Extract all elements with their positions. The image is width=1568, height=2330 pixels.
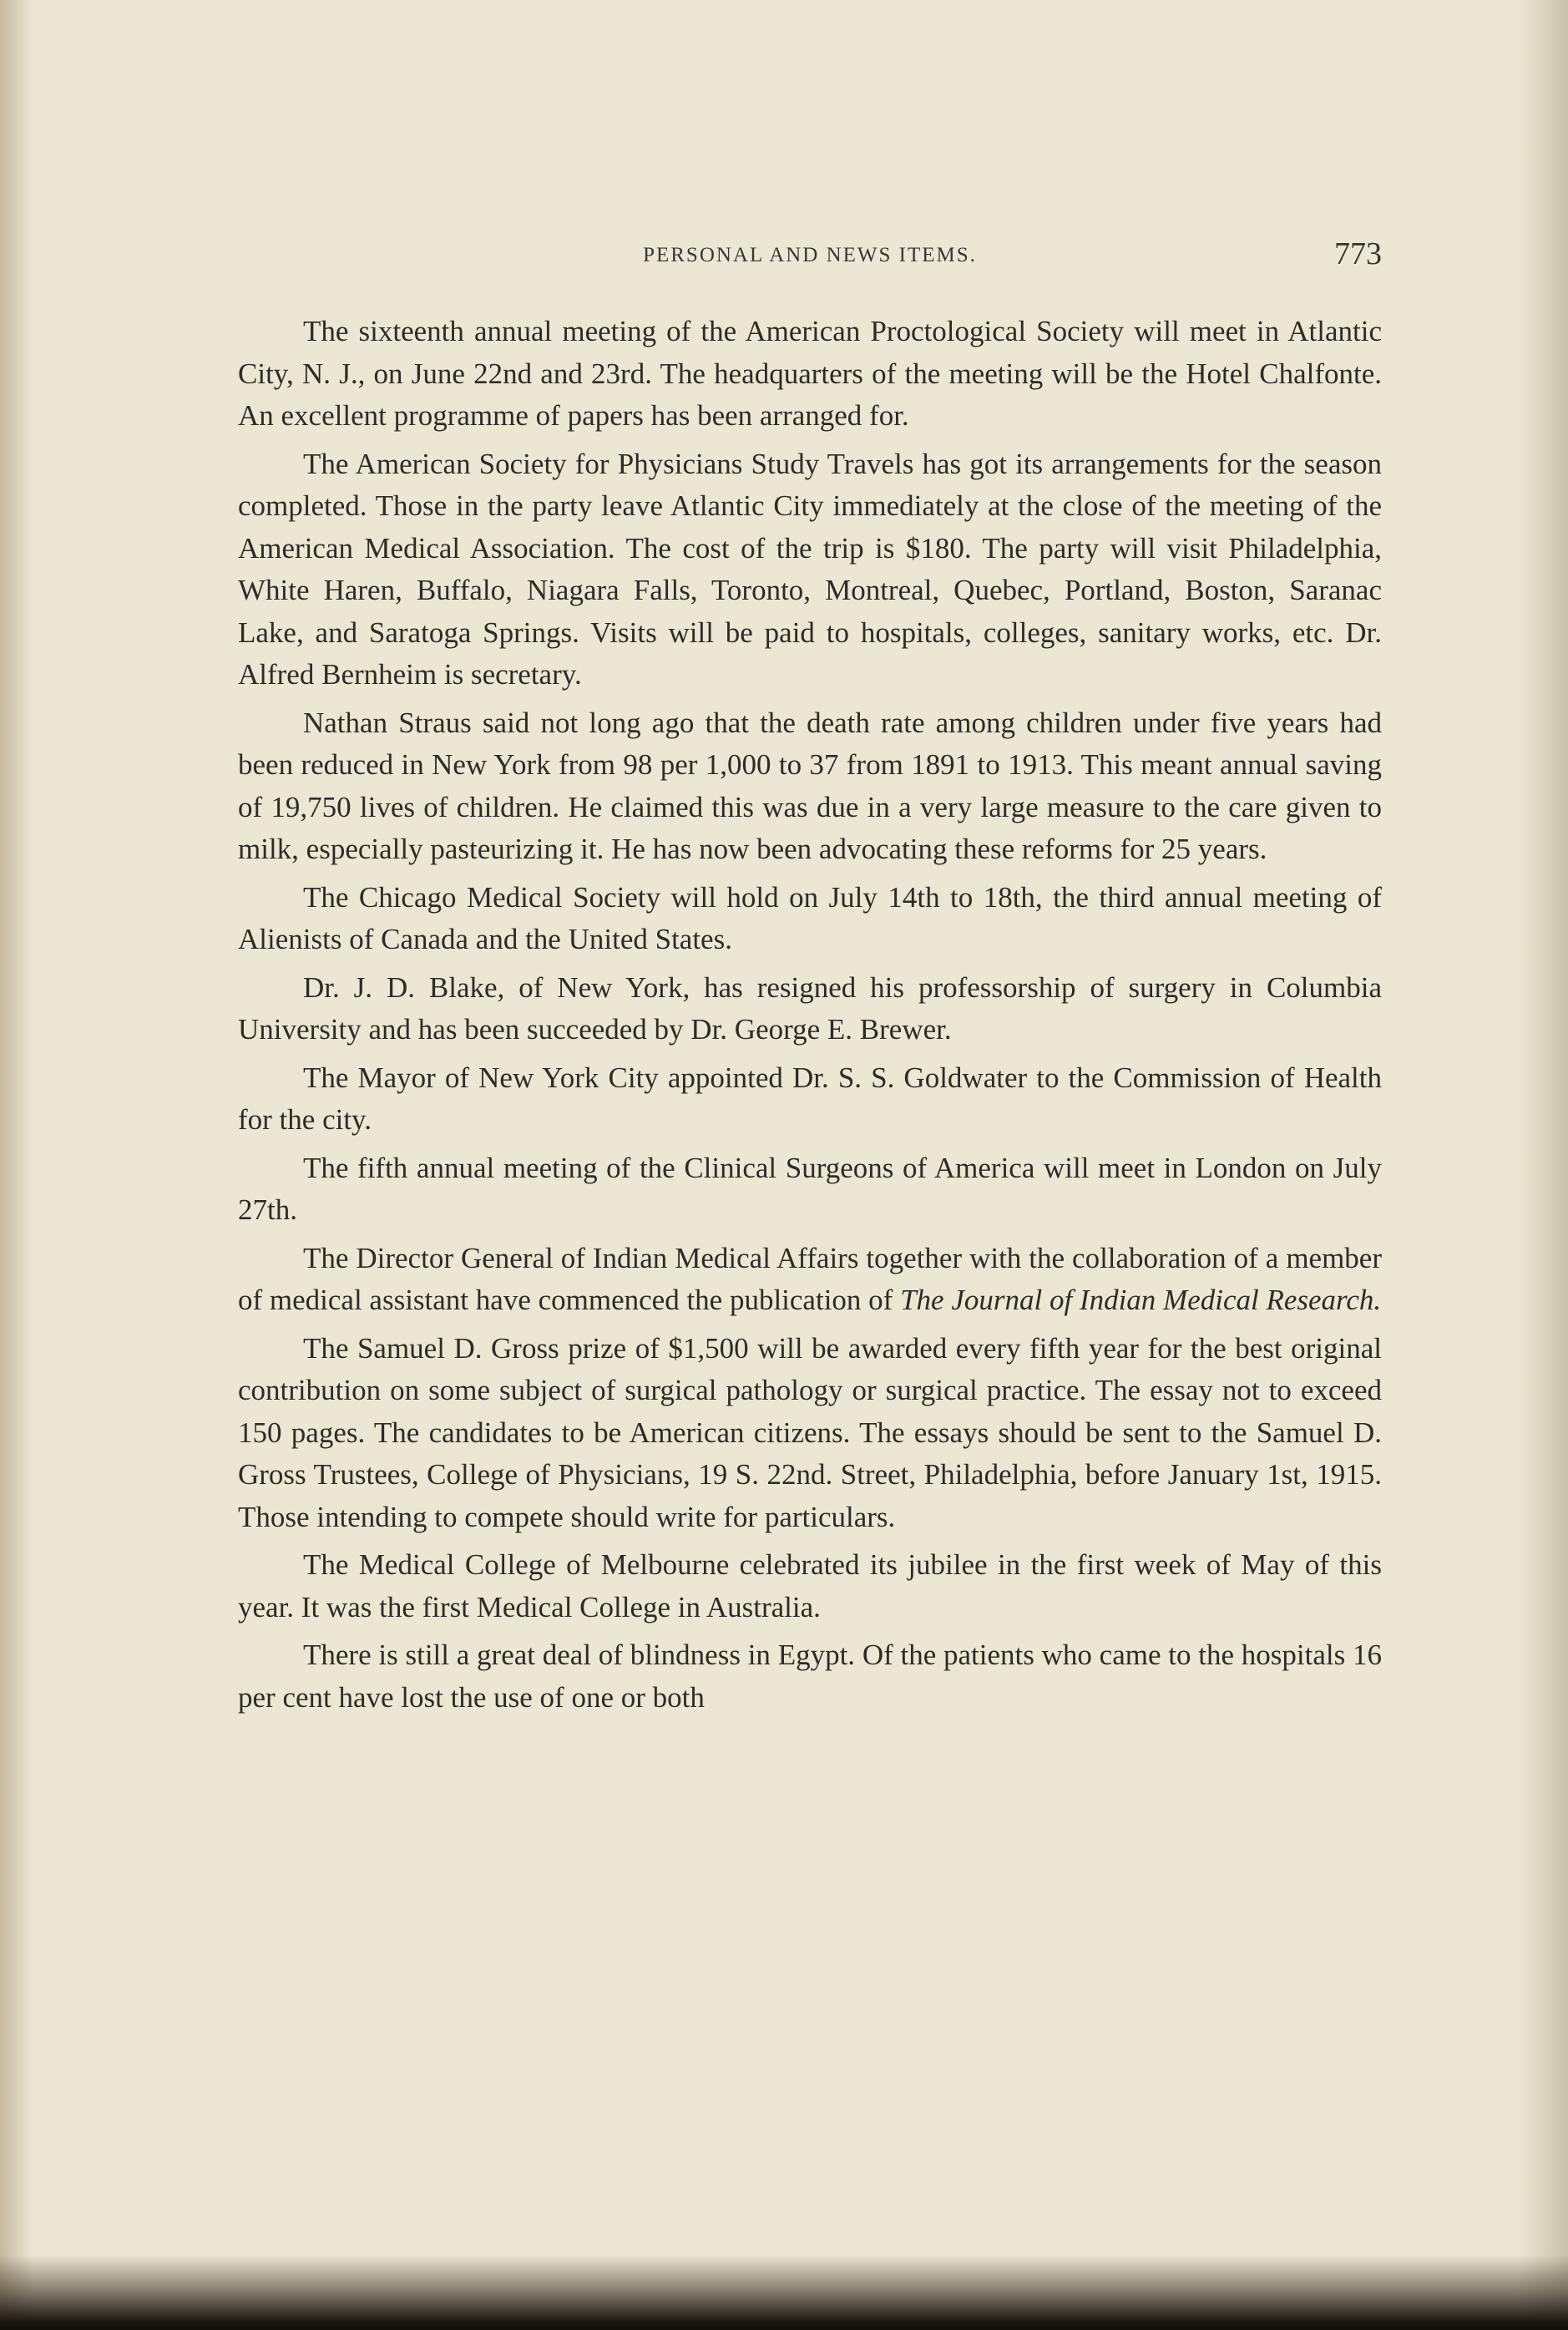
paragraph-indian-medical-journal	[238, 1238, 1382, 1322]
page-bottom-shadow	[0, 2255, 1568, 2330]
journal-title: The Journal of Indian Medical Research.	[900, 1284, 1382, 1316]
paragraph-clinical-surgeons: The fifth annual meeting of the Clinical Surgeons of America will meet in London on July 27th.	[238, 1151, 1382, 1226]
paragraph-chicago-medical-society: The Chicago Medical Society will hold on July 14th to 18th, the third annual meeting of Alienists of Canada and the United States.	[238, 880, 1382, 955]
paragraph-egypt-blindness: There is still a great deal of blindness in Egypt. Of the patients who came to the hospitals 16 per cent have lost the use of one or both	[238, 1639, 1382, 1714]
page-number: 773	[1334, 236, 1382, 271]
paragraph-study-travels: The American Society for Physicians Study Travels has got its arrangements for the season completed. Those in the party leave Atlantic City immediately at the close of the meeting of the American Medical Association. The cost of the trip is $180. The party will visit Philadelphia, White Haren, Buffalo, Niagara Falls, Toronto, Montreal, Quebec, Portland, Boston, Saranac Lake, and Saratoga Springs. Visits will be paid to hospitals, colleges, sanitary works, etc. Dr. Alfred Bernheim is secretary.	[238, 447, 1382, 691]
paragraph-gross-prize: The Samuel D. Gross prize of $1,500 will be awarded every fifth year for the best original contribution on some subject of surgical pathology or surgical practice. The essay not to exceed 150 pages. The candidates to be American citizens. The essays should be sent to the Samuel D. Gross Trustees, College of Physicians, 19 S. 22nd. Street, Philadelphia, before January 1st, 1915. Those intending to compete should write for particulars.	[238, 1331, 1382, 1533]
paragraph-proctological-society: The sixteenth annual meeting of the American Proctological Society will meet in Atlantic City, N. J., on June 22nd and 23rd. The headquarters of the meeting will be the Hotel Chalfonte. An excellent programme of papers has been arranged for.	[238, 315, 1382, 432]
running-head: PERSONAL AND NEWS ITEMS.	[643, 244, 977, 266]
paragraph-melbourne-jubilee: The Medical College of Melbourne celebrated its jubilee in the first week of May of this year. It was the first Medical College in Australia.	[238, 1548, 1382, 1623]
paragraph-goldwater-appointment: The Mayor of New York City appointed Dr. S. S. Goldwater to the Commission of Health for the city.	[238, 1061, 1382, 1136]
paragraph-blake-resignation: Dr. J. D. Blake, of New York, has resigned his professorship of surgery in Columbia University and has been succeeded by Dr. George E. Brewer.	[238, 970, 1382, 1046]
paragraph-text-before: The Director General of Indian Medical Affairs together with the collaboration of a member of medical assistant have commenced the publication of	[238, 1241, 1382, 1316]
page-header	[238, 236, 1382, 277]
paragraph-nathan-straus: Nathan Straus said not long ago that the death rate among children under five years had been reduced in New York from 98 per 1,000 to 37 from 1891 to 1913. This meant annual saving of 19,750 lives of children. He claimed this was due in a very large measure to the care given to milk, especially pasteurizing it. He has now been advocating these reforms for 25 years.	[238, 706, 1382, 865]
body-text	[238, 311, 1382, 1725]
